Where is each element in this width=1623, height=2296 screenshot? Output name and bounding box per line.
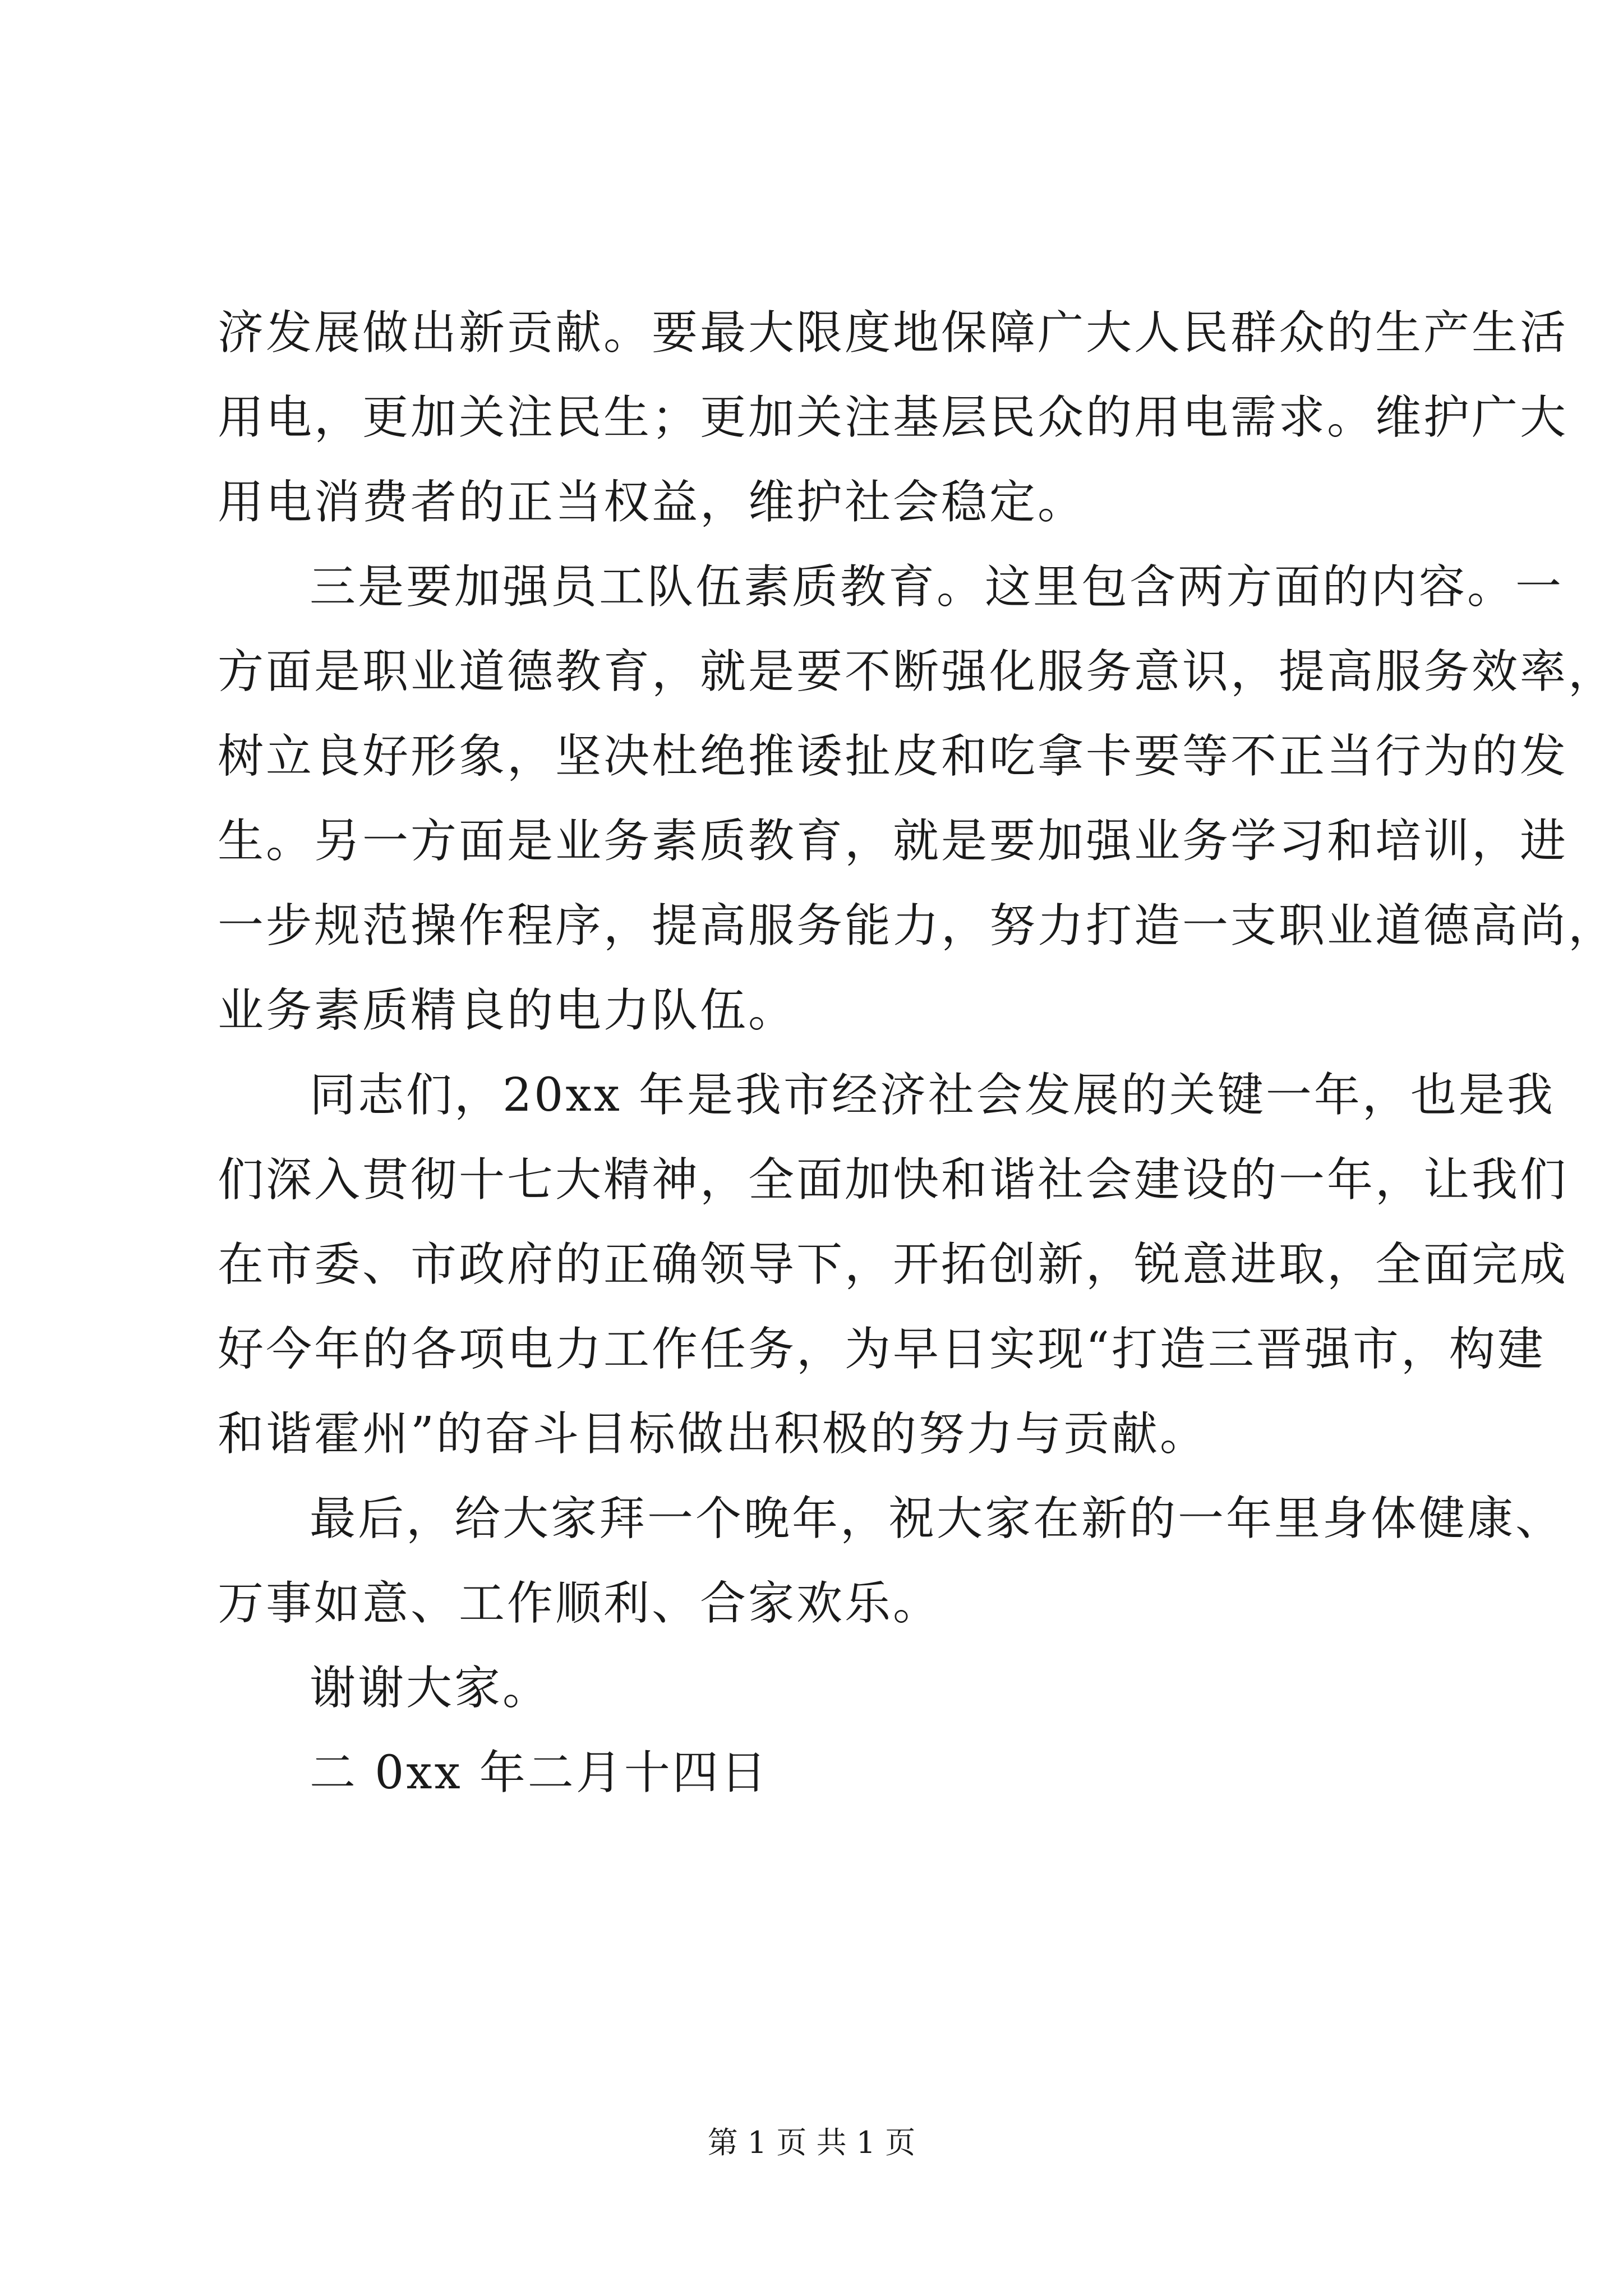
text-line: 和谐霍州”的奋斗目标做出积极的努力与贡献。 — [218, 1407, 1208, 1461]
text-line: 最后，给大家拜一个晚年，祝大家在新的一年里身体健康、 — [310, 1492, 1564, 1545]
text-line: 树立良好形象，坚决杜绝推诿扯皮和吃拿卡要等不正当行为的发 — [218, 730, 1569, 783]
text-line: 业务素质精良的电力队伍。 — [218, 984, 797, 1037]
text-line: 用电消费者的正当权益，维护社会稳定。 — [218, 476, 1086, 529]
text-line: 三是要加强员工队伍素质教育。这里包含两方面的内容。一 — [310, 560, 1564, 614]
document-body — [218, 291, 1617, 1815]
text-line: 济发展做出新贡献。要最大限度地保障广大人民群众的生产生活 — [218, 306, 1569, 360]
text-line: 用电，更加关注民生；更加关注基层民众的用电需求。维护广大 — [218, 391, 1569, 444]
text-line: 方面是职业道德教育，就是要不断强化服务意识，提高服务效率， — [218, 645, 1617, 698]
text-line: 二 0xx 年二月十四日 — [310, 1746, 769, 1800]
text-line: 万事如意、工作顺利、合家欢乐。 — [218, 1577, 942, 1630]
text-line: 生。另一方面是业务素质教育，就是要加强业务学习和培训，进 — [218, 815, 1569, 868]
text-line: 谢谢大家。 — [310, 1662, 551, 1715]
text-line: 们深入贯彻十七大精神，全面加快和谐社会建设的一年，让我们 — [218, 1153, 1569, 1207]
text-line: 同志们，20xx 年是我市经济社会发展的关键一年，也是我 — [310, 1069, 1555, 1122]
text-line: 一步规范操作程序，提高服务能力，努力打造一支职业道德高尚， — [218, 899, 1617, 953]
page-footer: 第 1 页 共 1 页 — [707, 2125, 916, 2160]
text-line: 在市委、市政府的正确领导下，开拓创新，锐意进取，全面完成 — [218, 1238, 1569, 1291]
text-line: 好今年的各项电力工作任务，为早日实现“打造三晋强市，构建 — [218, 1323, 1546, 1376]
